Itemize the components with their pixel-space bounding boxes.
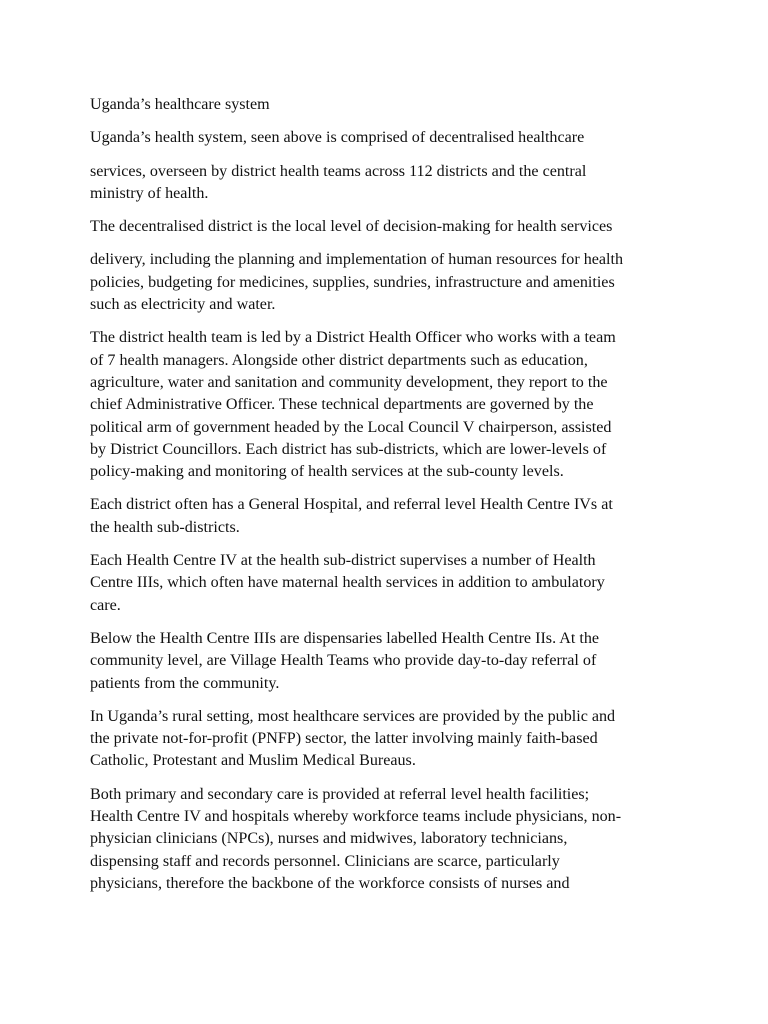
paragraph <box>90 327 678 483</box>
text-line: physician clinicians (NPCs), nurses and midwives, laboratory technicians, <box>90 830 568 848</box>
text-line: patients from the community. <box>90 674 280 692</box>
text-line: services, overseen by district health teams across 112 districts and the central <box>90 162 587 180</box>
text-line: ministry of health. <box>90 184 209 202</box>
text-line: Both primary and secondary care is provided at referral level health facilities; <box>90 785 590 803</box>
paragraph <box>90 706 678 773</box>
text-line: Health Centre IV and hospitals whereby workforce teams include physicians, non- <box>90 808 622 826</box>
paragraph <box>90 628 678 695</box>
paragraph <box>90 249 678 316</box>
text-line: political arm of government headed by the Local Council V chairperson, assisted <box>90 418 612 436</box>
text-line: such as electricity and water. <box>90 296 276 314</box>
text-line: Centre IIIs, which often have maternal health services in addition to ambulatory <box>90 574 605 592</box>
paragraph <box>90 494 678 539</box>
text-line: Below the Health Centre IIIs are dispensaries labelled Health Centre IIs. At the <box>90 629 600 647</box>
paragraph <box>90 550 678 617</box>
text-line: delivery, including the planning and implementation of human resources for health <box>90 251 624 269</box>
document-title: Uganda’s healthcare system <box>90 96 270 113</box>
text-line: The district health team is led by a District Health Officer who works with a team <box>90 329 616 347</box>
text-line: the health sub-districts. <box>90 518 240 536</box>
text-line: Each Health Centre IV at the health sub-district supervises a number of Health <box>90 552 596 570</box>
document-body <box>90 127 678 895</box>
text-line: of 7 health managers. Alongside other district departments such as education, <box>90 351 588 369</box>
text-line: Catholic, Protestant and Muslim Medical Bureaus. <box>90 752 416 770</box>
text-line: policy-making and monitoring of health services at the sub-county levels. <box>90 463 564 481</box>
paragraph <box>90 161 678 206</box>
text-line: dispensing staff and records personnel. Clinicians are scarce, particularly <box>90 852 560 870</box>
text-line: community level, are Village Health Teams who provide day-to-day referral of <box>90 652 597 670</box>
paragraph <box>90 127 678 149</box>
text-line: The decentralised district is the local level of decision-making for health services <box>90 218 613 236</box>
text-line: agriculture, water and sanitation and community development, they report to the <box>90 373 608 391</box>
text-line: Each district often has a General Hospital, and referral level Health Centre IVs at <box>90 496 613 514</box>
document-page <box>90 94 678 906</box>
text-line: the private not-for-profit (PNFP) sector, the latter involving mainly faith-based <box>90 730 598 748</box>
text-line: chief Administrative Officer. These technical departments are governed by the <box>90 396 594 414</box>
text-line: Uganda’s health system, seen above is comprised of decentralised healthcare <box>90 129 585 147</box>
text-line: by District Councillors. Each district has sub-districts, which are lower-levels of <box>90 440 607 458</box>
text-line: In Uganda’s rural setting, most healthcare services are provided by the public and <box>90 707 616 725</box>
text-line: policies, budgeting for medicines, supplies, sundries, infrastructure and amenities <box>90 273 615 291</box>
text-line: physicians, therefore the backbone of the workforce consists of nurses and <box>90 874 570 892</box>
paragraph <box>90 216 678 238</box>
paragraph <box>90 784 678 895</box>
text-line: care. <box>90 596 121 614</box>
